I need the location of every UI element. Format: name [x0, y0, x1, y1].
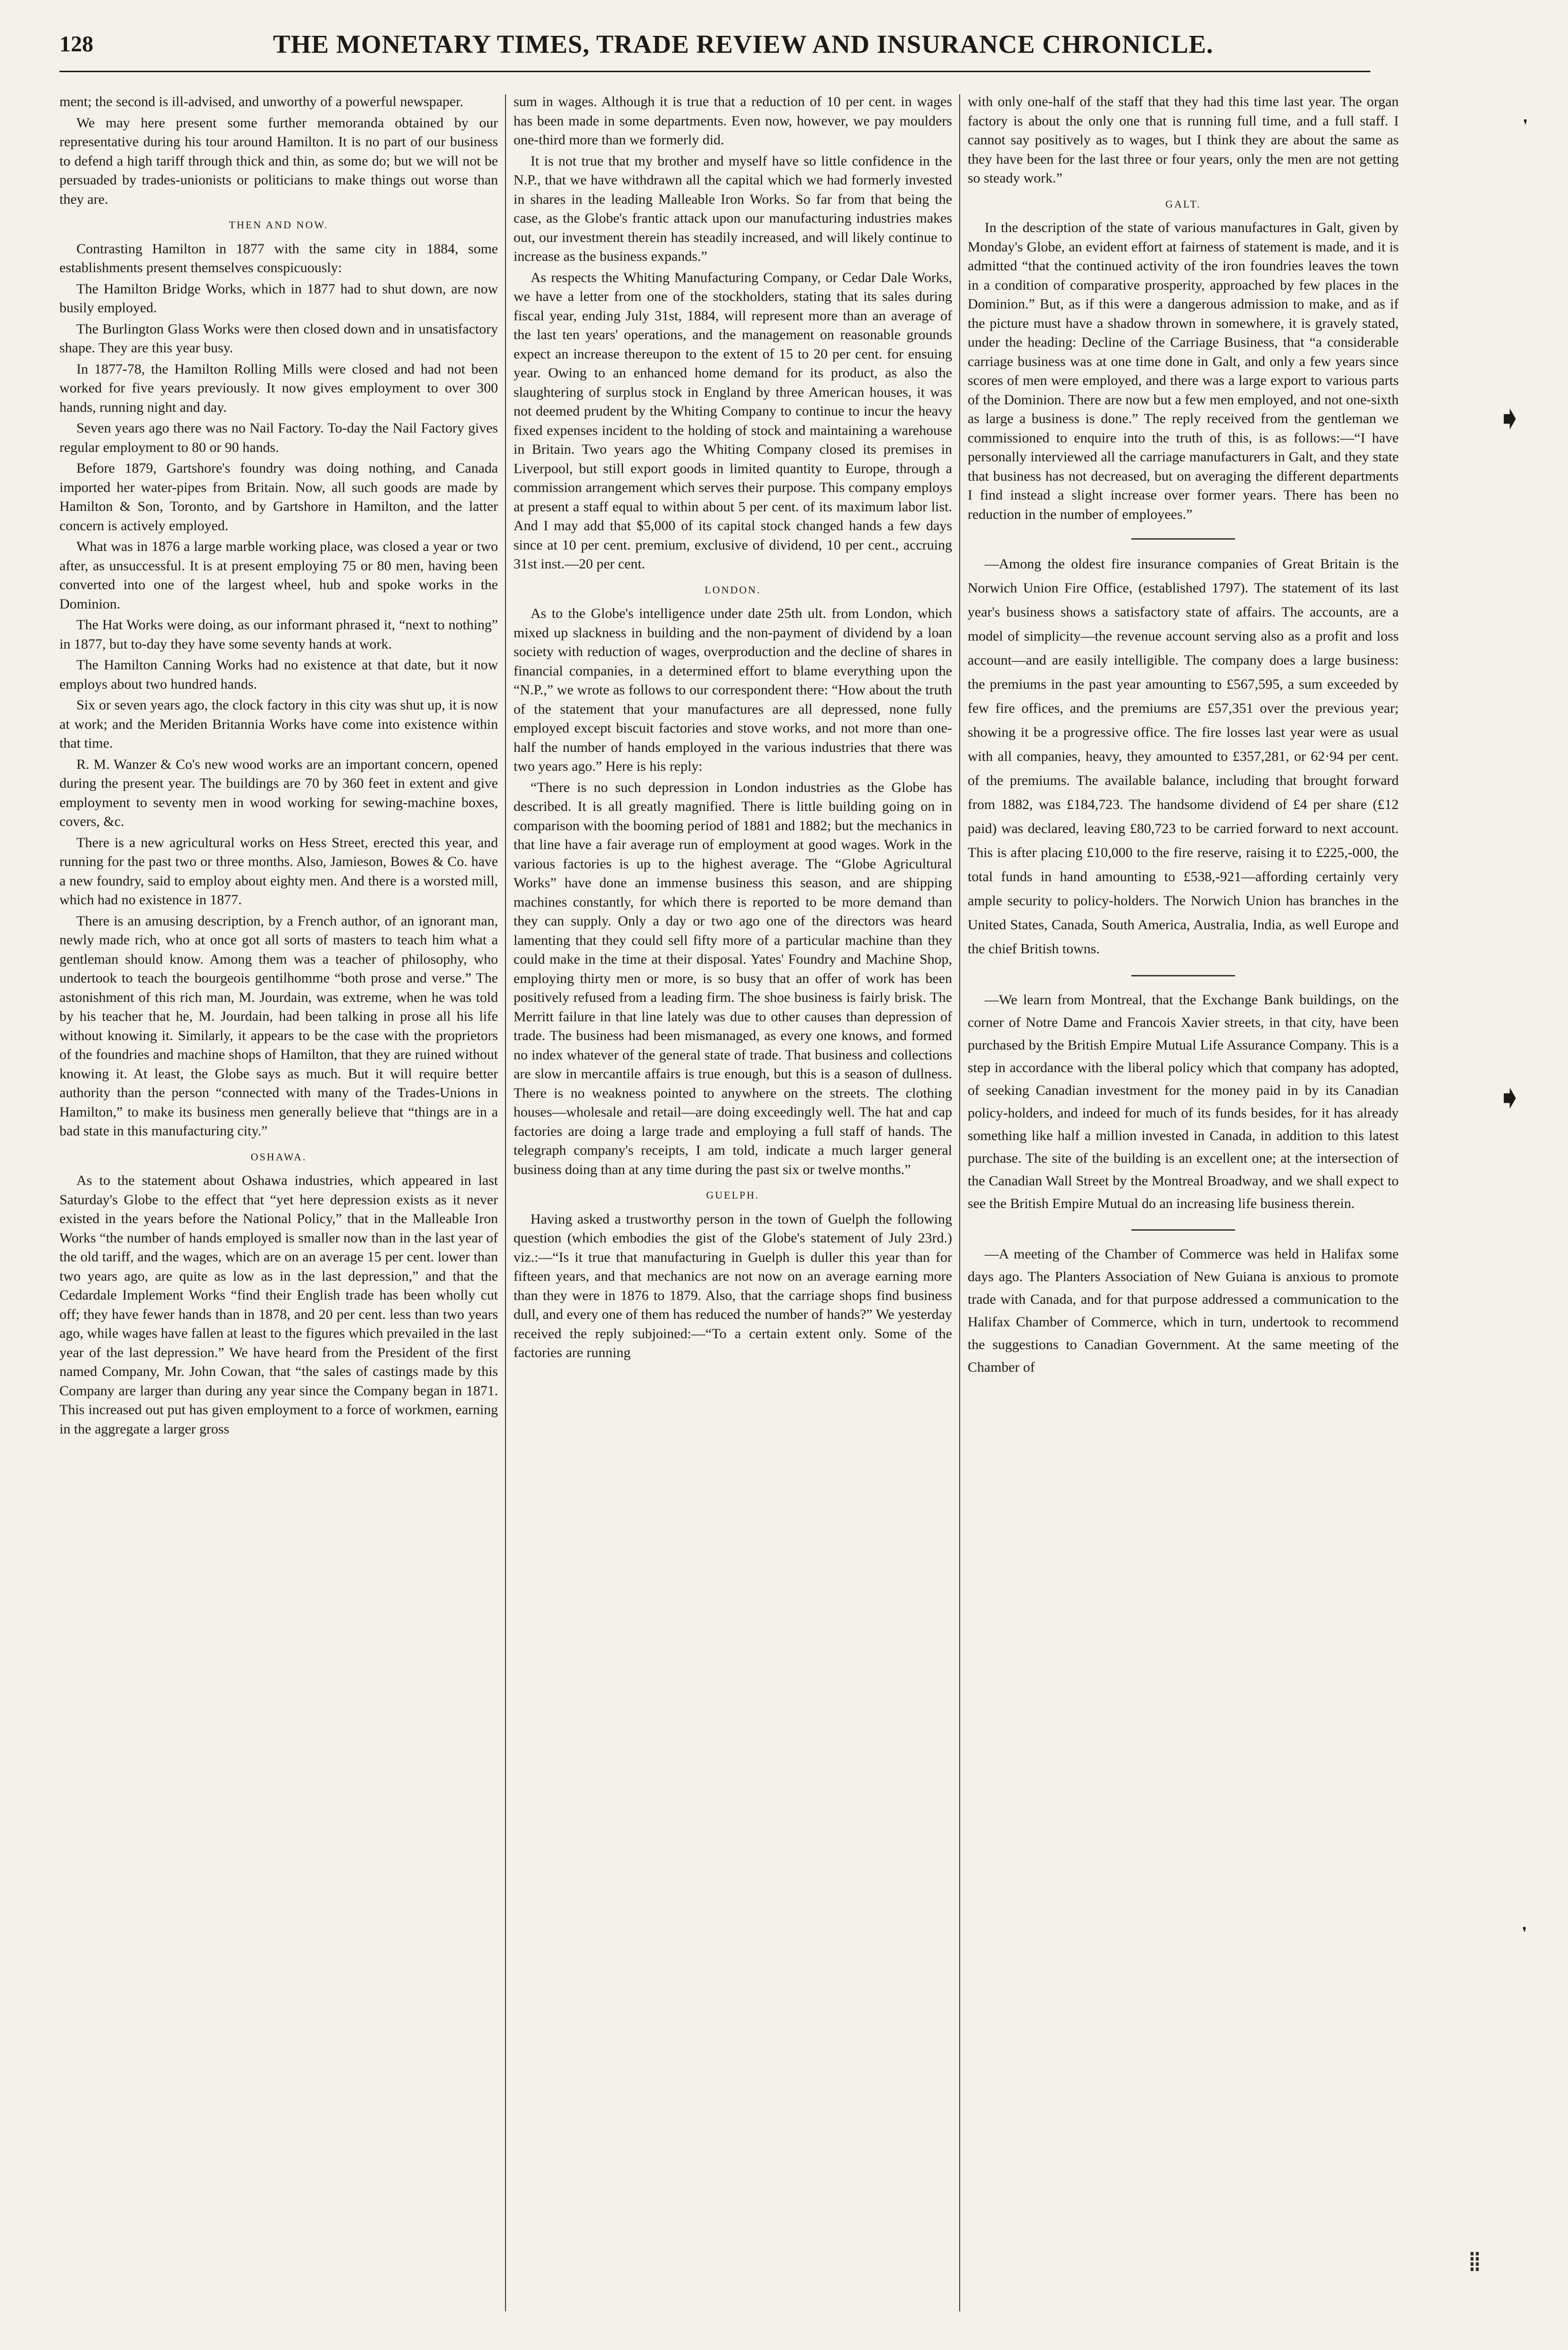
section-heading-london: LONDON. [705, 583, 761, 596]
paragraph: What was in 1876 a large marble working place, was closed a year or two after, as unsuccessful. It is at present employing 75 or 80 men, having been converted into one of the largest wheel, hub and spoke works in the Dominion. [59, 539, 498, 612]
paragraph: ment; the second is ill-advised, and unworthy of a powerful newspaper. [59, 94, 464, 109]
paragraph: We may here present some further memoranda obtained by our representative during his tour around Hamilton. It is no part of our business to defend a high tariff through thick and thin, as some do; but we will not be persuaded by trades-unionists or politicians to make things out worse than they are. [59, 115, 498, 207]
masthead-title: THE MONETARY TIMES, TRADE REVIEW AND INSURANCE CHRONICLE. [273, 30, 1214, 58]
paragraph-exchange-bank: —We learn from Montreal, that the Exchange Bank buildings, on the corner of Notre Dame and Francois Xavier streets, in that city, have been purchased by the British Empire Mutual Life Assurance Company. This is a step in accordance with the liberal policy which that company has adopted, of seeking Canadian investment for the money paid in by its Canadian policy-holders, and indeed for much of its funds besides, for it has already something like half a million invested in Canada, in addition to this latest purchase. The site of the building is an excellent one; at the intersection of the Canadian Wall Street by the Montreal Broadway, and we shall expect to see the British Empire Mutual do an increasing life business therein. [968, 992, 1399, 1211]
paragraph: Six or seven years ago, the clock factory in this city was shut up, it is now at work; and the Meriden Britannia Works have come into existence within that time. [59, 697, 498, 751]
paragraph: The Burlington Glass Works were then closed down and in unsatisfactory shape. They are this year busy. [59, 321, 498, 356]
section-heading-guelph: GUELPH. [706, 1189, 760, 1201]
paragraph: Having asked a trustworthy person in the town of Guelph the following question (which embodies the gist of the Globe's statement of July 23rd.) viz.:—“Is it true that manufacturing in Guelph is duller this year than for fifteen years, and that mechanics are not now on an average earning more than they were in 1876 to 1879. Also, that the carriage shops find business dull, and every one of them has reduced the number of hands?” We yesterday received the reply subjoined:—“To a certain extent only. Some of the factories are running [514, 1211, 952, 1360]
paragraph: There is a new agricultural works on Hess Street, erected this year, and running for the past two or three months. Also, Jamieson, Bowes & Co. have a new foundry, said to employ about eighty men. And there is a worsted mill, which had no existence in 1877. [59, 834, 498, 908]
paragraph-chamber-of-commerce: —A meeting of the Chamber of Commerce was held in Halifax some days ago. The Planters Association of New Guiana is anxious to promote trade with Canada, and for that purpose addressed a communication to the Halifax Chamber of Commerce, which in turn, undertook to recommend the suggestions to Canadian Government. At the same meeting of the Chamber of [968, 1246, 1399, 1375]
pointing-hand-icon: ➧ [1496, 399, 1524, 437]
paragraph: sum in wages. Although it is true that a reduction of 10 per cent. in wages has been made in some departments. Even now, however, we pay moulders one-third more than we formerly did. [514, 94, 952, 148]
pointing-hand-icon: ➧ [1496, 1078, 1524, 1117]
paragraph: It is not true that my brother and myself have so little confidence in the N.P., that we have withdrawn all the capital which we had formerly invested in shares in the leading Malleable Iron Works. So far from that being the case, as the Globe's frantic attack upon our manufacturing industries makes out, our investment therein has steadily increased, and will likely continue to increase as the business expands.” [514, 153, 952, 264]
paragraph: The Hat Works were doing, as our informant phrased it, “next to nothing” in 1877, but to-day they have some seventy hands at work. [59, 617, 498, 652]
paragraph: There is an amusing description, by a French author, of an ignorant man, newly made rich, who at once got all sorts of masters to teach him what a gentleman should know. Among them was a teacher of philosophy, who undertook to teach the bourgeois gentilhomme “both prose and verse.” The astonishment of this rich man, M. Jourdain, was extreme, when he was told by his teacher that he, M. Jourdain, had been talking in prose all his life without knowing it. Similarly, it appears to be the case with the proprietors of the foundries and machine shops of Hamilton, that they are ruined without knowing it. At least, the Globe says as much. But it will require better authority than the person “connected with many of the Trades-Unions in Hamilton,” to make its business men generally believe that “things are in a bad state in this manufacturing city.” [59, 913, 498, 1139]
margin-mark-icon: ❜ [1522, 1925, 1527, 1941]
paragraph: As respects the Whiting Manufacturing Company, or Cedar Dale Works, we have a letter from one of the stockholders, stating that its sales during fiscal year, ending July 31st, 1884, will represent more than an average of the last ten years' operations, and the management on reasonable grounds expect an increase thereupon to the extent of 15 to 20 per cent. for ensuing year. Owing to an enhanced home demand for its product, as also the slaughtering of surplus stock in England by three American houses, it was not deemed prudent by the Whiting Company to continue to incur the heavy fixed expenses incident to the holding of stock and maintaining a warehouse in Britain. Two years ago the Whiting Company closed its premises in Liverpool, but still export goods in limited quantity to Europe, through a commission arrangement which serves their purpose. This company employs at present a staff equal to within about 5 per cent. of its maximum labor list. And I may add that $5,000 of its capital stock changed hands a few days since at 10 per cent. premium, exclusive of dividend, 10 per cent., accruing 31st inst.—20 per cent. [514, 269, 952, 572]
article-separator [1131, 1229, 1235, 1231]
page-header [59, 27, 1370, 72]
section-heading-oshawa: OSHAWA. [250, 1150, 307, 1163]
paragraph: Seven years ago there was no Nail Factory. To-day the Nail Factory gives regular employment to 80 or 90 hands. [59, 420, 498, 455]
paragraph: The Hamilton Canning Works had no existence at that date, but it now employs about two hundred hands. [59, 657, 498, 692]
margin-mark-icon: ❜ [1523, 117, 1528, 133]
paragraph: Before 1879, Gartshore's foundry was doing nothing, and Canada imported her water-pipes from Britain. Now, all such goods are made by Hamilton & Son, Toronto, and by Gartshore in Hamilton, and the latter concern is actively employed. [59, 460, 498, 533]
paragraph-norwich-union: —Among the oldest fire insurance companies of Great Britain is the Norwich Union Fire Office, (established 1797). The statement of its last year's business shows a satisfactory state of affairs. The accounts, are a model of simplicity—the revenue account serving also as a profit and loss account—and are easily intelligible. The company does a large business: the premiums in the past year amounting to £567,595, a sum exceeded by few fire offices, and the premiums are £57,351 over the previous year; showing it be a progressive office. The fire losses last year were as usual with all companies, heavy, they amounted to £357,281, or 62·94 per cent. of the premiums. The available balance, including that brought forward from 1882, was £184,723. The handsome dividend of £4 per share (£12 paid) was declared, leaving £80,723 to be carried forward to next account. This is after placing £10,000 to the fire reserve, raising it to £225,-000, the total funds in hand amounting to £538,-921—affording certainly very ample security to policy-holders. The Norwich Union has branches in the United States, Canada, South America, Australia, India, as well Europe and the chief British towns. [968, 556, 1399, 957]
paragraph: Contrasting Hamilton in 1877 with the same city in 1884, some establishments present themselves conspicuously: [59, 241, 498, 275]
paragraph: In 1877-78, the Hamilton Rolling Mills were closed and had not been worked for five years previously. It now gives employment to over 300 hands, running night and day. [59, 361, 498, 415]
column-middle [514, 92, 952, 2319]
paragraph: In the description of the state of various manufactures in Galt, given by Monday's Globe, an evident effort at fairness of statement is made, and it is admitted “that the continued activity of the iron foundries leaves the town in a condition of comparative prosperity, approached by few places in the Dominion.” But, as if this were a dangerous admission to make, and as if the picture must have a shadow thrown in somewhere, it is gravely stated, under the heading: Decline of the Carriage Business, that “a considerable carriage business was at one time done in Galt, and only a few years since scores of men were employed, and there was a large export to various parts of the Dominion. There are now but a few men employed, and not one-sixth as large a business is done.” The reply received from the gentleman we commissioned to enquire into the truth of this, is as follows:—“I have personally interviewed all the carriage manufacturers in Galt, and they state that business has not decreased, but on averaging the different departments I find instead a slight increase over former years. There has been no reduction in the number of employees.” [968, 220, 1399, 522]
section-heading-then-and-now: THEN AND NOW. [229, 219, 329, 231]
column-divider [959, 94, 960, 2311]
article-separator [1131, 975, 1235, 976]
paragraph: R. M. Wanzer & Co's new wood works are an important concern, opened during the present year. The buildings are 70 by 360 feet in extent and give employment to seventy men in wood working for sewing-machine boxes, covers, &c. [59, 756, 498, 829]
paragraph: As to the statement about Oshawa industries, which appeared in last Saturday's Globe to the effect that “yet here depression exists as it never existed in the years before the National Policy,” that in the Malleable Iron Works “the number of hands employed is smaller now than in the last year of the old tariff, and the wages, which are on an average 15 per cent. lower than two years ago, are quite as low as in the last depression,” and that the Cedardale Implement Works “find their English trade has been wholly cut off; they have fewer hands than in 1878, and 20 per cent. less than two years ago, while wages have fallen at least to the figures which prevailed in the last year of the last depression.” We have heard from the President of the first named Company, Mr. John Cowan, that “the sales of castings made by this Company are larger than during any year since the Company began in 1871. This increased out put has given employment to a force of workmen, earning in the aggregate a larger gross [59, 1173, 498, 1437]
section-heading-galt: GALT. [1165, 198, 1201, 210]
paragraph: As to the Globe's intelligence under date 25th ult. from London, which mixed up slackness in building and the non-payment of dividend by a loan society with reduction of wages, overproduction and the decline of shares in financial companies, in a determined effort to blame everything upon the “N.P.,” we wrote as follows to our correspondent there: “How about the truth of the statement that your manufactures are all depressed, none fully employed except biscuit factories and stove works, and not more than one-half the number of hands employed in the various industries that there was two years ago.” Here is his reply: [514, 606, 952, 774]
column-right [968, 92, 1399, 2319]
column-divider [505, 94, 506, 2311]
column-left [59, 92, 498, 2319]
binding-marks-icon: ⁞⁞ [1468, 2245, 1478, 2278]
paragraph: with only one-half of the staff that they had this time last year. The organ factory is about the only one that is running full time, and a full staff. I cannot say positively as to wages, but I think they are about the same as they have been for the last three or four years, only the men are not getting so steady work.” [968, 94, 1399, 186]
paragraph: “There is no such depression in London industries as the Globe has described. It is all greatly magnified. There is little building going on in comparison with the booming period of 1881 and 1882; but the mechanics in that line have a fair average run of employment at good wages. Work in the various factories is up to the highest average. The “Globe Agricultural Works” have done an immense business this season, and are shipping machines constantly, for which there is reported to be more demand than they can supply. Only a day or two ago one of the directors was heard lamenting that they could sell fifty more of a particular machine than they could make in the time at their disposal. Yates' Foundry and Machine Shop, employing thirty men or more, is so busy that an offer of work has been positively refused from a leading firm. The shoe business is fairly brisk. The Merritt failure in that line lately was due to other causes than depression of trade. The business had been mismanaged, as every one knows, and formed no index whatever of the general state of trade. That business and collections are slow in mercantile affairs is true enough, but this is a season of dullness. There is no weakness pointed to anywhere on the streets. The clothing houses—wholesale and retail—are doing exceedingly well. The hat and cap factories are doing a large trade and employing a full staff of hands. The telegraph company's receipts, I am told, indicate a much larger general business doing than at any time during the past six or twelve months.” [514, 779, 952, 1177]
page-number: 128 [59, 32, 93, 57]
article-separator [1131, 538, 1235, 540]
paragraph: The Hamilton Bridge Works, which in 1877 had to shut down, are now busily employed. [59, 281, 498, 316]
